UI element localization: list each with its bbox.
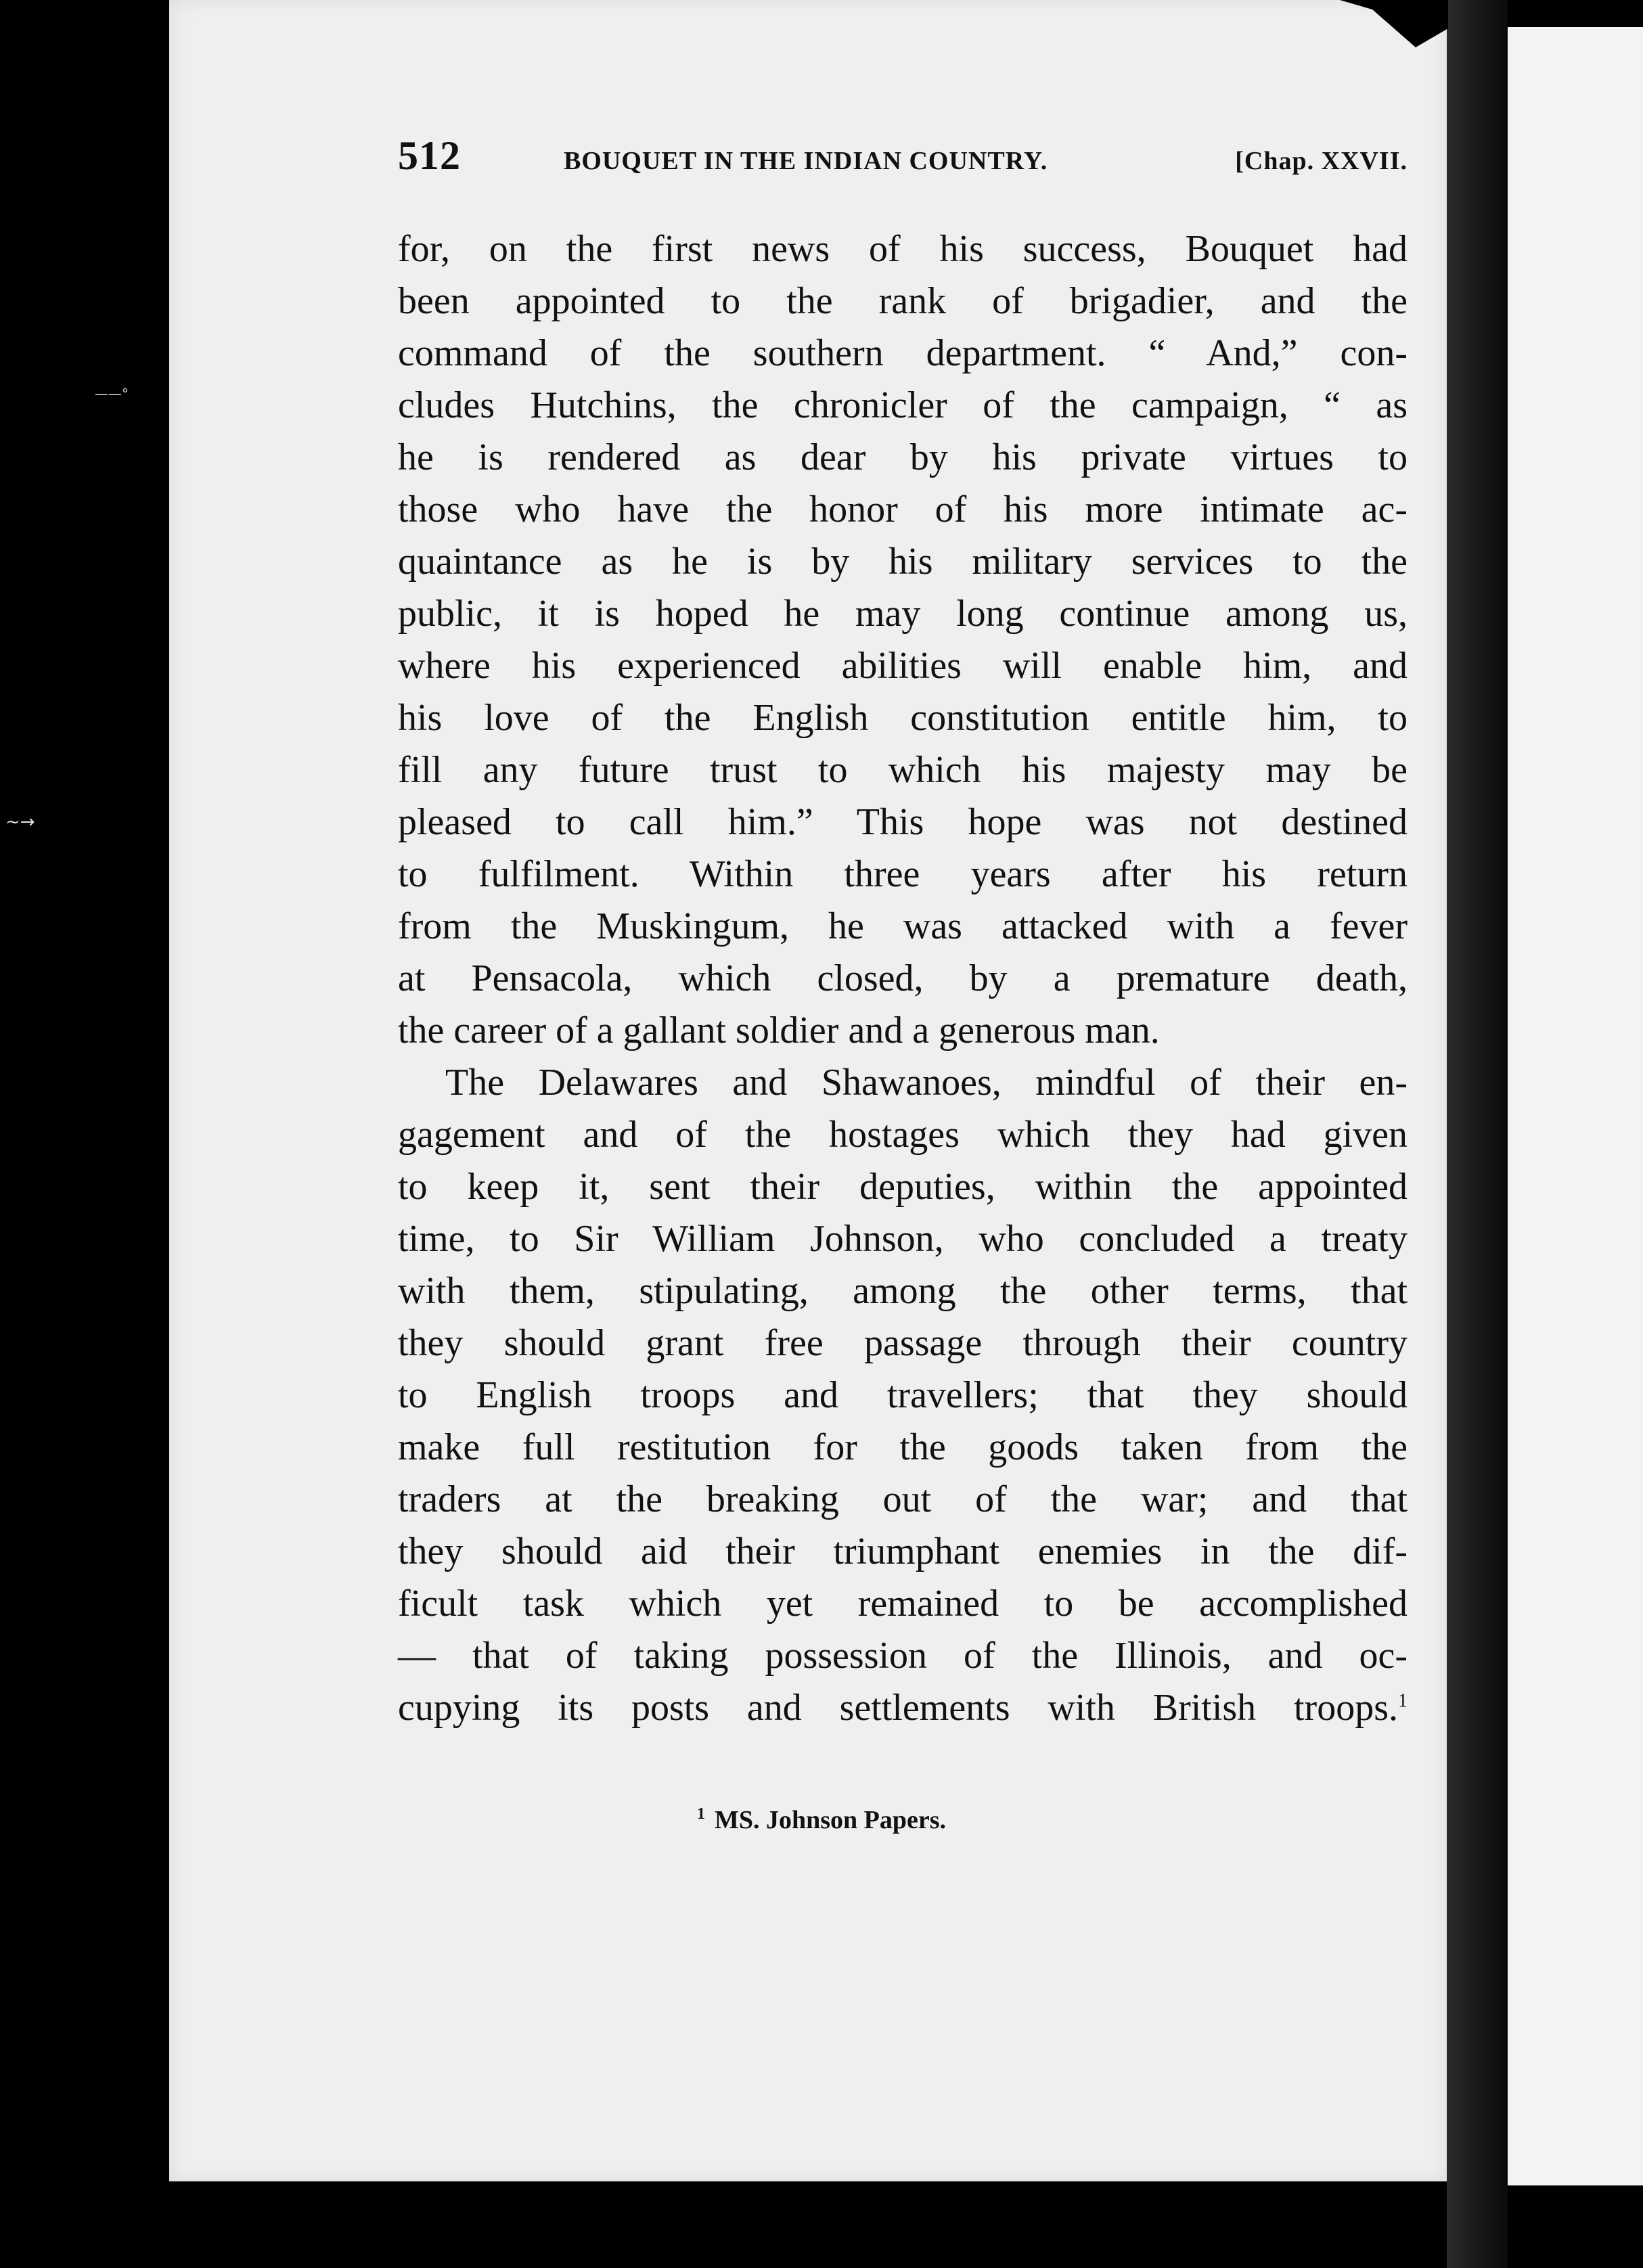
text-line: make full restitution for the goods taken from the bbox=[398, 1426, 1408, 1468]
text-line: ficult task which yet remained to be accomplished bbox=[398, 1583, 1408, 1625]
text-line: he is rendered as dear by his private virtues to bbox=[398, 436, 1408, 478]
footnote-mark: 1 bbox=[696, 1805, 705, 1823]
body-text bbox=[398, 223, 1408, 1734]
text-line: from the Muskingum, he was attacked with a fever bbox=[398, 905, 1408, 947]
chapter-marker: [Chap. XXVII. bbox=[1235, 147, 1408, 175]
text-line: — that of taking possession of the Illinois, and oc- bbox=[398, 1635, 1408, 1677]
text-line: command of the southern department. “ And,” con- bbox=[398, 332, 1408, 374]
text-line: they should aid their triumphant enemies in the dif- bbox=[398, 1530, 1408, 1572]
text-line: to fulfilment. Within three years after his return bbox=[398, 853, 1408, 895]
text-line: been appointed to the rank of brigadier, and the bbox=[398, 280, 1408, 322]
margin-mark: ——° bbox=[95, 386, 129, 402]
page-number: 512 bbox=[398, 133, 461, 178]
text-line: those who have the honor of his more intimate ac- bbox=[398, 489, 1408, 530]
paragraph-1 bbox=[398, 223, 1408, 1057]
text-line: traders at the breaking out of the war; and that bbox=[398, 1478, 1408, 1520]
text-line: pleased to call him.” This hope was not destined bbox=[398, 801, 1408, 843]
text-line: fill any future trust to which his majesty may be bbox=[398, 749, 1408, 791]
running-title: BOUQUET IN THE INDIAN COUNTRY. bbox=[564, 147, 1048, 175]
text-line: they should grant free passage through their country bbox=[398, 1322, 1408, 1364]
text-line: where his experienced abilities will enable him, and bbox=[398, 645, 1408, 687]
running-head bbox=[398, 133, 1408, 189]
footnote-text: MS. Johnson Papers. bbox=[714, 1806, 947, 1834]
text-line: for, on the first news of his success, Bouquet had bbox=[398, 228, 1408, 270]
paragraph-2 bbox=[398, 1057, 1408, 1734]
text-line: to keep it, sent their deputies, within the appointed bbox=[398, 1166, 1408, 1208]
margin-mark: ~→ bbox=[5, 812, 35, 832]
text-line: his love of the English constitution entitle him, to bbox=[398, 697, 1408, 739]
text-line: time, to Sir William Johnson, who concluded a treaty bbox=[398, 1218, 1408, 1260]
text-line: quaintance as he is by his military services to the bbox=[398, 541, 1408, 583]
book-spine bbox=[1447, 0, 1508, 2268]
facing-page-edge bbox=[1508, 27, 1643, 2185]
text-line: with them, stipulating, among the other terms, that bbox=[398, 1270, 1408, 1312]
text-line: The Delawares and Shawanoes, mindful of their en- bbox=[445, 1062, 1408, 1104]
text-line: gagement and of the hostages which they had given bbox=[398, 1114, 1408, 1156]
text-line: to English troops and travellers; that they should bbox=[398, 1374, 1408, 1416]
footnote-reference: 1 bbox=[1398, 1690, 1408, 1712]
text-line: the career of a gallant soldier and a generous man. bbox=[398, 1010, 1160, 1051]
footnote bbox=[0, 1805, 1643, 1835]
last-line-text: cupying its posts and settlements with British troops. bbox=[398, 1687, 1398, 1729]
text-line: at Pensacola, which closed, by a premature death, bbox=[398, 957, 1408, 999]
text-line: public, it is hoped he may long continue among us, bbox=[398, 593, 1408, 635]
text-line: cludes Hutchins, the chronicler of the campaign, “ as bbox=[398, 384, 1408, 426]
text-line bbox=[398, 1682, 1408, 1734]
